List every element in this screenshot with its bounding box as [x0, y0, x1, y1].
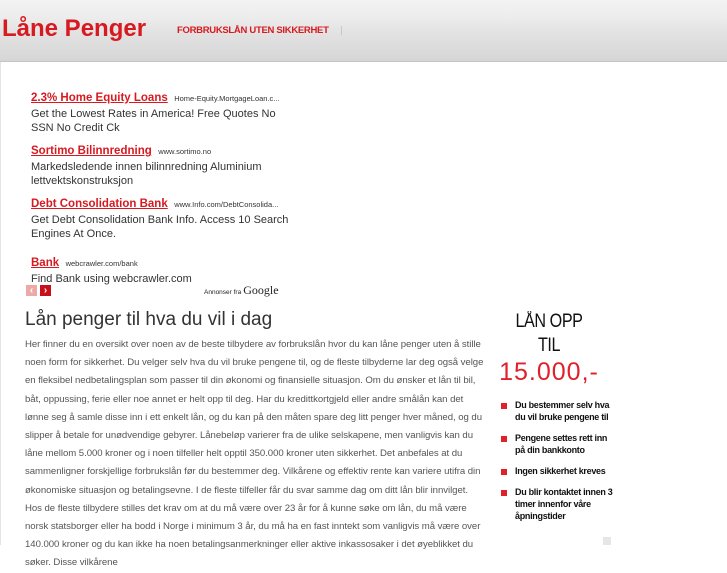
site-logo[interactable]: Låne Penger	[2, 15, 147, 42]
bullet-square-icon	[501, 469, 507, 475]
promo-benefit-text: Du bestemmer selv hva du vil bruke pengene til	[515, 400, 610, 422]
ad-url[interactable]: Home-Equity.MortgageLoan.c...	[174, 94, 280, 103]
ad-pagination	[26, 285, 51, 296]
promo-benefit-text: Ingen sikkerhet kreves	[515, 466, 606, 476]
site-header	[0, 0, 727, 62]
chevron-left-icon[interactable]: ‹	[26, 285, 37, 296]
ad-title-link[interactable]: Debt Consolidation Bank	[31, 198, 168, 210]
promo-amount: 15.000,-	[499, 358, 599, 386]
promo-benefit	[484, 432, 614, 456]
ad-item[interactable]	[31, 90, 291, 135]
ad-description: Get Debt Consolidation Bank Info. Access 10 Search Engines At Once.	[31, 214, 289, 240]
promo-banner[interactable]	[484, 310, 614, 531]
google-logo: Google	[243, 283, 279, 297]
promo-benefit	[484, 465, 614, 477]
bullet-square-icon	[501, 436, 507, 442]
bullet-square-icon	[501, 490, 507, 496]
ad-url[interactable]: webcrawler.com/bank	[65, 259, 138, 268]
ad-item[interactable]	[31, 143, 291, 188]
promo-benefits	[484, 399, 614, 522]
ad-title-link[interactable]: 2.3% Home Equity Loans	[31, 92, 168, 104]
promo-benefit	[484, 486, 614, 522]
promo-benefit	[484, 399, 614, 423]
ad-item[interactable]	[31, 196, 291, 241]
google-ads-block	[31, 90, 291, 294]
ad-description: Find Bank using webcrawler.com	[31, 273, 192, 285]
nav-item-forbrukslan[interactable]: FORBRUKSLÅN UTEN SIKKERHET	[177, 25, 329, 36]
ad-url[interactable]: www.Info.com/DebtConsolida...	[174, 200, 279, 209]
content-border	[0, 62, 1, 545]
decorative-corner	[603, 537, 611, 545]
ad-description: Get the Lowest Rates in America! Free Quotes No SSN No Credit Ck	[31, 108, 276, 134]
promo-benefit-text: Du blir kontaktet innen 3 timer innenfor våre åpningstider	[515, 487, 613, 521]
ad-description: Markedsledende innen bilinnredning Aluminium lettvektskonstruksjon	[31, 161, 262, 187]
ads-by-label: Annonser fra	[204, 289, 242, 296]
chevron-right-icon[interactable]: ›	[40, 285, 51, 296]
nav-separator	[341, 26, 342, 35]
promo-headline: LÅN OPP	[515, 311, 583, 332]
ad-item[interactable]	[31, 255, 291, 286]
ads-by-google[interactable]	[204, 283, 279, 298]
promo-benefit-text: Pengene settes rett inn på din bankkonto	[515, 433, 608, 455]
promo-headline-2: TIL	[537, 335, 561, 356]
top-nav	[177, 25, 342, 36]
ad-title-link[interactable]: Sortimo Bilinnredning	[31, 145, 152, 157]
ad-url[interactable]: www.sortimo.no	[158, 147, 212, 156]
bullet-square-icon	[501, 403, 507, 409]
ad-title-link[interactable]: Bank	[31, 257, 60, 269]
intro-paragraph: Her finner du en oversikt over noen av de beste tilbydere av forbrukslån hvor du kan låne penger uten å stille noen form for sikkerhet. Du velger selv hva du vil bruke pengene til, og de fleste tilbyderne lar deg også velge en fleksibel nedbetalingsplan som passer til din økonomi og finansielle situasjon. Om du ønsker et lån til bil, båt, oppussing, ferie eller noe annet er helt opp til deg. Har du kredittkortgjeld eller andre smålån kan det lønne seg å samle disse inn i ett enkelt lån, og du kan på den måten spare deg litt penger hver måned, og du slipper å betale for unødvendige gebyrer. Lånebeløp varierer fra de ulike selskapene, men vanligvis kan du låne mellom 5.000 kroner og i noen tilfeller helt opptil 350.000 kroner uten sikkerhet. Det anbefales at du sammenligner forskjellige forbrukslån før du bestemmer deg. Vilkårene og effektiv rente kan variere utifra din økonomiske situasjon og betalingsevne. I de fleste tilfeller får du svar samme dag om ditt lån blir innvilget. Hos de fleste tilbydere stilles det krav om at du må være over 23 år for å kunne søke om lån, du må være norsk statsborger eller ha bodd i Norge i minimum 3 år, du må ha en fast inntekt som vanligvis må være over 140.000 kroner og du kan ikke ha noen betalingsanmerkninger eller aktive inkassosaker i det øyeblikket du søker. Disse vilkårene	[25, 339, 484, 569]
page-title: Lån penger til hva du vil i dag	[25, 309, 273, 330]
